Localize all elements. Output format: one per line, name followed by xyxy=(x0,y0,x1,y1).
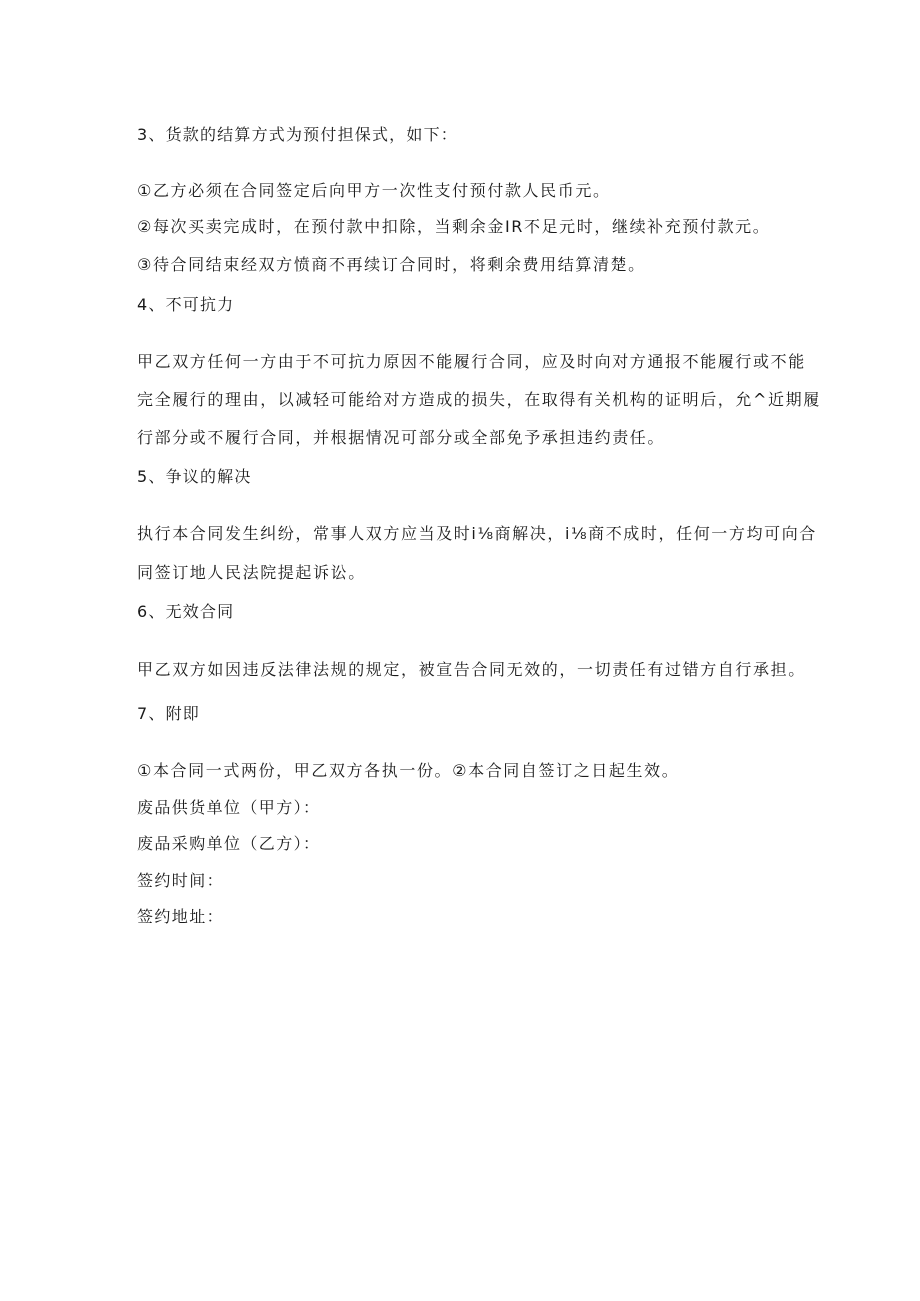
section-5-heading: 5、争议的解决 xyxy=(137,467,252,486)
signature-date-label: 签约时间： xyxy=(137,871,225,890)
signature-supplier-label: 废品供货单位（甲方）： xyxy=(137,798,321,817)
section-5-paragraph-line-1: 执行本合同发生纠纷，常事人双方应当及时i⅛商解决，i⅛商不成时，任何一方均可向合 xyxy=(137,524,817,543)
section-4-paragraph-line-2: 完全履行的理由，以减轻可能给对方造成的损失，在取得有关机构的证明后，允^近期履 xyxy=(137,390,821,409)
section-3-item-1: ①乙方必须在合同签定后向甲方一次性支付预付款人民币元。 xyxy=(137,181,611,200)
section-3-item-2: ②每次买卖完成时，在预付款中扣除，当剩余金IR不足元时，继续补充预付款元。 xyxy=(137,217,771,236)
signature-address-label: 签约地址： xyxy=(137,907,225,926)
section-4-heading: 4、不可抗力 xyxy=(137,295,235,314)
signature-buyer-label: 废品采购单位（乙方）： xyxy=(137,834,321,853)
section-7-paragraph-line-1: ①本合同一式两份，甲乙双方各执一份。②本合同自签订之日起生效。 xyxy=(137,761,680,780)
section-3-heading: 3、货款的结算方式为预付担保式，如下： xyxy=(137,125,458,144)
section-6-heading: 6、无效合同 xyxy=(137,602,235,621)
section-5-paragraph-line-2: 同签订地人民法院提起诉讼。 xyxy=(137,563,366,582)
section-6-paragraph-line-1: 甲乙双方如因违反法律法规的规定，被宣告合同无效的，一切责任有过错方自行承担。 xyxy=(137,660,806,679)
section-7-heading: 7、附即 xyxy=(137,704,200,723)
section-3-item-3: ③待合同结束经双方愤商不再续订合同时，将剩余费用结算清楚。 xyxy=(137,255,646,274)
section-4-paragraph-line-1: 甲乙双方任何一方由于不可抗力原因不能履行合同，应及时向对方通报不能履行或不能 xyxy=(137,352,806,371)
section-4-paragraph-line-3: 行部分或不履行合同，并根据情况可部分或全部免予承担违约责任。 xyxy=(137,428,666,447)
